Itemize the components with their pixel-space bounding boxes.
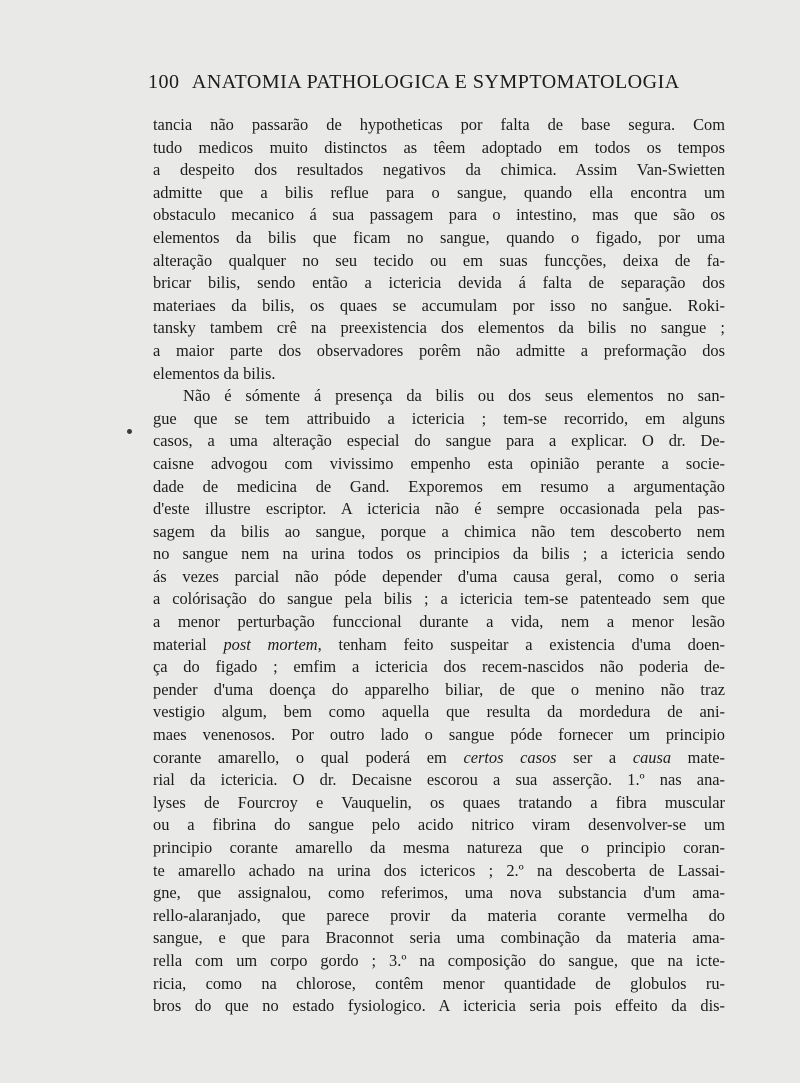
text-line: sangue, e que para Braconnot seria uma combinação da materia ama- xyxy=(153,928,725,948)
text-line: obstaculo mecanico á sua passagem para o intestino, mas que são os xyxy=(153,205,725,225)
italic-phrase: certos casos xyxy=(463,747,557,767)
text-line: tudo medicos muito distinctos as têem adoptado em todos os tempos xyxy=(153,137,725,157)
text-line: ça do figado ; emfim a ictericia dos recem-nascidos não poderia de- xyxy=(153,657,725,677)
text-line: gue que se tem attribuido a ictericia ; tem-se recorrido, em alguns xyxy=(153,408,725,428)
text-line: bros do que no estado fysiologico. A ictericia seria pois effeito da dis- xyxy=(153,996,725,1016)
text-line: dade de medicina de Gand. Exporemos em resumo a argumentação xyxy=(153,476,725,496)
text-line: te amarello achado na urina dos ictericos ; 2.º na descoberta de Lassai- xyxy=(153,860,725,880)
paragraph-start-line: Não é sómente á presença da bilis ou dos seus elementos no san- xyxy=(183,386,725,406)
text-line: maes venenosos. Por outro lado o sangue póde fornecer um principio xyxy=(153,725,725,745)
running-head xyxy=(148,71,708,99)
text-line: rello-alaranjado, que parece provir da materia corante vermelha do xyxy=(153,905,725,925)
text-line: alteração qualquer no seu tecido ou em suas funcções, deixa de fa- xyxy=(153,250,725,270)
text-line: sagem da bilis ao sangue, porque a chimica não tem descoberto nem xyxy=(153,521,725,541)
text-line: rial da ictericia. O dr. Decaisne escorou a sua asserção. 1.º nas ana- xyxy=(153,770,725,790)
text-line: admitte que a bilis reflue para o sangue, quando ella encontra um xyxy=(153,182,725,202)
text-line: ricia, como na chlorose, contêm menor quantidade de globulos ru- xyxy=(153,973,725,993)
text-line: a despeito dos resultados negativos da chimica. Assim Van-Swietten xyxy=(153,160,725,180)
italic-phrase: post mortem xyxy=(223,634,318,654)
paragraph-end-line: elementos da bilis. xyxy=(153,363,276,383)
text-line: materiaes da bilis, os quaes se accumulam por isso no sangue. Roki- xyxy=(153,295,725,315)
text-line: a menor perturbação funccional durante a vida, nem a menor lesão xyxy=(153,612,725,632)
text-line-with-italic: corante amarello, o qual poderá em certos casos ser a causa mate- xyxy=(153,747,725,767)
page-number: 100 xyxy=(148,71,180,93)
text-line: bricar bilis, sendo então a ictericia devida á falta de separação dos xyxy=(153,273,725,293)
text-line: ás vezes parcial não póde depender d'uma causa geral, como o seria xyxy=(153,566,725,586)
margin-ink-dot xyxy=(127,429,132,434)
text-line: no sangue nem na urina todos os principios da bilis ; a ictericia sendo xyxy=(153,544,725,564)
body-text xyxy=(153,114,725,1018)
text-line: pender d'uma doença do apparelho biliar, de que o menino não traz xyxy=(153,679,725,699)
text-line: vestigio algum, bem como aquella que resulta da mordedura de ani- xyxy=(153,702,725,722)
text-line: tancia não passarão de hypotheticas por falta de base segura. Com xyxy=(153,115,725,134)
text-line: tansky tambem crê na preexistencia dos elementos da bilis no sangue ; xyxy=(153,318,725,338)
text-line: lyses de Fourcroy e Vauquelin, os quaes tratando a fibra muscular xyxy=(153,792,725,812)
text-line: ou a fibrina do sangue pelo acido nitrico viram desenvolver-se um xyxy=(153,815,725,835)
text-line: casos, a uma alteração especial do sangue para a explicar. O dr. De- xyxy=(153,431,725,451)
text-line: rella com um corpo gordo ; 3.º na composição do sangue, que na icte- xyxy=(153,950,725,970)
text-line: principio corante amarello da mesma natureza que o principio coran- xyxy=(153,838,725,857)
text-line: d'este illustre escriptor. A ictericia não é sempre occasionada pela pas- xyxy=(153,499,725,519)
text-line: gne, que assignalou, como referimos, uma nova substancia d'um ama- xyxy=(153,883,725,903)
text-line: elementos da bilis que ficam no sangue, quando o figado, por uma xyxy=(153,227,725,247)
italic-phrase: causa xyxy=(632,747,672,767)
text-line: a colórisação do sangue pela bilis ; a ictericia tem-se patenteado sem que xyxy=(153,589,725,609)
running-title: ANATOMIA PATHOLOGICA E SYMPTOMATOLOGIA xyxy=(191,71,680,93)
text-line-with-italic: material post mortem, tenham feito suspeitar a existencia d'uma doen- xyxy=(153,634,725,654)
text-line: a maior parte dos observadores porêm não admitte a preformação dos xyxy=(153,340,725,360)
text-line: caisne advogou com vivissimo empenho esta opinião perante a socie- xyxy=(153,453,725,473)
